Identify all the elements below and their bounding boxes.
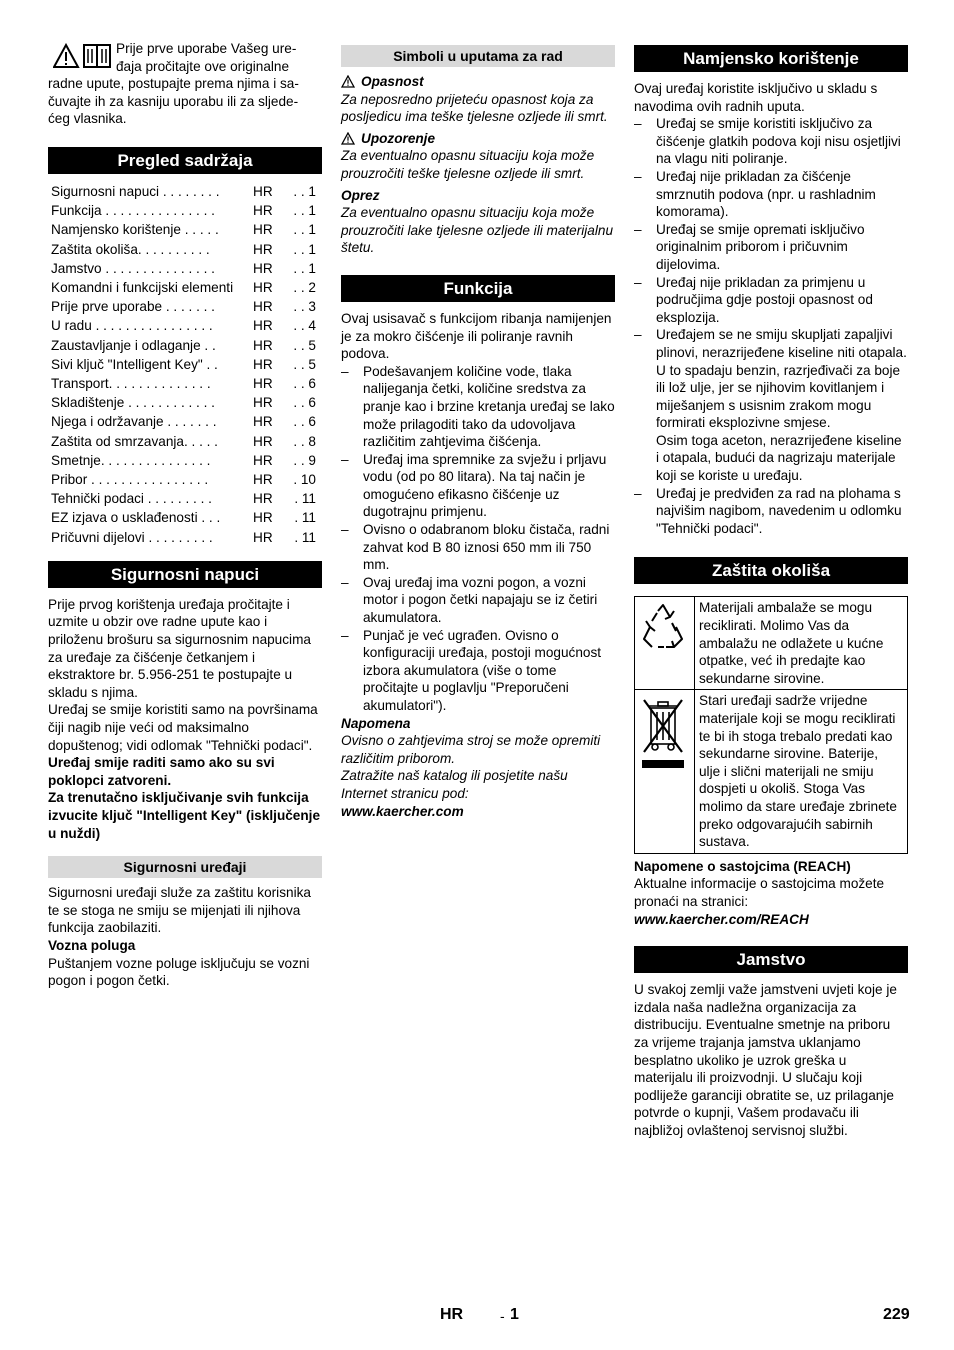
toc-entry-lang: HR: [253, 241, 273, 257]
toc-entry-page: . . 5: [293, 337, 316, 353]
toc-row[interactable]: [48, 201, 322, 220]
list-item: – Punjač je već ugrađen. Ovisno o konfiguraciji uređaja, postoji mogućnost izbora akumulatora (više o tome pročitajte u poglavlju "Preporučeni akumulatori").: [341, 627, 615, 715]
toc-entry-title: Zaštita okoliša. . . . . . . . . .: [51, 241, 210, 257]
toc-entry-title: Njega i održavanje . . . . . . .: [51, 414, 217, 430]
crossed-out-bin-icon: [638, 694, 688, 774]
safety-heading: Sigurnosni napuci: [48, 561, 322, 588]
toc-entry-page: . . 1: [293, 203, 316, 219]
note-text-2: Zatražite naš katalog ili posjetite našu Internet stranicu pod:: [341, 768, 568, 801]
toc-row[interactable]: [48, 412, 322, 431]
safety-devices-heading: Sigurnosni uređaji: [48, 856, 322, 878]
list-item: – Ovisno o odabranom bloku čistača, radni zahvat kod B 80 iznosi 650 mm ili 750 mm.: [341, 521, 615, 574]
toc-entry-title: Smetnje. . . . . . . . . . . . . . .: [51, 452, 211, 468]
warning-label: [341, 130, 615, 148]
toc-entry-lang: HR: [253, 337, 273, 353]
toc-row[interactable]: [48, 316, 322, 335]
toc-entry-title: Prije prve uporabe . . . . . . .: [51, 299, 215, 315]
toc-entry-page: . . 2: [293, 280, 316, 296]
toc-row[interactable]: [48, 374, 322, 393]
intro-line-1: Prije prve uporabe Vašeg ure-: [116, 41, 297, 56]
warranty-heading: Jamstvo: [634, 946, 908, 973]
toc-entry-page: . . 3: [293, 299, 316, 315]
intended-use-heading: Namjensko korištenje: [634, 45, 908, 72]
toc-entry-title: Zaštita od smrzavanja. . . . .: [51, 433, 218, 449]
environment-heading: Zaštita okoliša: [634, 557, 908, 584]
toc-entry-lang: HR: [253, 222, 273, 238]
environment-table: [634, 596, 908, 853]
footer-page-local: 1: [510, 1306, 519, 1323]
toc-entry-title: Zaustavljanje i odlaganje . .: [51, 337, 216, 353]
list-item: – Uređajem se ne smiju skupljati zapaljivi plinovi, nerazrijeđene kiseline niti otapala.: [634, 326, 908, 361]
safety-paragraph-1: Prije prvog korištenja uređaja pročitajte i uzmite u obzir ove radne upute kao i priloženu brošuru sa sigurnosnim napucima za uređaje za čišćenje četkanjem i ekstraktore br. 5.956-251 te postupajte u skladu s njima.: [48, 596, 311, 700]
recycling-text: Materijali ambalaže se mogu reciklirati. Molimo Vas da ambalažu ne odlažete u kućne otpatke, već ih predajte kao sekundarne sirovine.: [695, 597, 908, 690]
toc-entry-title: Pribor . . . . . . . . . . . . . . . .: [51, 472, 209, 488]
toc-entry-title: Sigurnosni napuci . . . . . . . .: [51, 184, 220, 199]
function-heading: Funkcija: [341, 275, 615, 302]
list-item: – Uređaj nije prikladan za čišćenje smrznutih podova (npr. u rashladnim komorama).: [634, 168, 908, 221]
intended-use-extra-2: Osim toga aceton, nerazrijeđene kiseline i otapala, budući da nagrizaju materijale koji se koriste u uređaju.: [656, 432, 902, 484]
toc-entry-title: Funkcija . . . . . . . . . . . . . . .: [51, 203, 215, 219]
toc-row[interactable]: [48, 470, 322, 489]
caution-text: Za eventualno opasnu situaciju koja može prouzročiti lake tjelesne ozljede ili materijalnu štetu.: [341, 205, 614, 256]
toc-entry-page: . . 1: [293, 241, 316, 257]
toc-row[interactable]: [48, 220, 322, 239]
website-link[interactable]: www.kaercher.com: [341, 803, 464, 819]
warranty-text: U svakoj zemlji važe jamstveni uvjeti koje je izdala naša nadležna organizacija za distribuciju. Eventualne smetnje na priboru za vrijeme trajanja jamstva uklanjamo besplatno ukoliko je uzrok greška u materijalu ili proizvodnji. U slučaju koji podliježe garanciji obratite se, uz prilaganje potvrde o kupnji, Vašem prodavaču ili najbližoj ovlaštenoj servisnoj službi.: [634, 982, 897, 1138]
toc-entry-page: . . 1: [293, 222, 316, 238]
reach-link[interactable]: www.kaercher.com/REACH: [634, 911, 809, 927]
list-item: – Uređaj se smije koristiti isključivo za čišćenje glatkih podova koji nisu osjetljivi na vlagu niti poliranje.: [634, 115, 908, 168]
toc-row[interactable]: [48, 297, 322, 316]
table-of-contents: [48, 182, 322, 547]
intro-line-4: čuvajte ih za kasniju uporabu ili za sljede-: [48, 93, 299, 109]
warning-text: Za eventualno opasnu situaciju koja može prouzročiti teške tjelesne ozljede ili smrt.: [341, 148, 595, 181]
list-item: – Uređaj ima spremnike za svježu i prljavu vodu (od po 80 litara). Na taj način je omogućeno efikasno čišćenje uz dugotrajnu primjenu.: [341, 451, 615, 521]
footer-language: HR: [440, 1306, 464, 1323]
table-row: [635, 597, 908, 690]
list-item: – Uređaj se smije opremati isključivo originalnim priborom i pričuvnim dijelovima.: [634, 221, 908, 274]
list-item: – Uređaj nije prikladan za primjenu u područjima gdje postoji opasnost od eksplozija.: [634, 274, 908, 327]
toc-entry-title: Pričuvni dijelovi . . . . . . . . .: [51, 529, 213, 545]
drive-lever-heading: Vozna poluga: [48, 937, 136, 953]
toc-entry-page: . . 9: [293, 452, 316, 468]
old-devices-text: Stari uređaji sadrže vrijedne materijale koji se mogu reciklirati te bi ih stoga trebalo predati kao sekundarne sirovine. Baterije, ulje i slični materijali ne smiju dospjeti u okoliš. Stoga Vas molimo da stare uređaje zbrinete preko odgovarajućih sabirnih sustava.: [695, 690, 908, 853]
toc-entry-lang: HR: [253, 184, 273, 199]
toc-entry-page: . . 1: [293, 184, 316, 199]
toc-entry-page: . . 6: [293, 414, 316, 430]
toc-row[interactable]: [48, 259, 322, 278]
note-text-1: Ovisno o zahtjevima stroj se može opremiti različitim priborom.: [341, 733, 601, 766]
footer-separator: -: [500, 1308, 505, 1324]
function-intro: Ovaj usisavač s funkcijom ribanja namijenjen je za mokro čišćenje ili poliranje ravnih podova.: [341, 310, 612, 362]
toc-entry-lang: HR: [253, 529, 273, 545]
toc-entry-page: . . 6: [293, 395, 316, 411]
toc-heading: Pregled sadržaja: [48, 147, 322, 174]
warning-label-text: Upozorenje: [361, 130, 436, 146]
reach-heading: Napomene o sastojcima (REACH): [634, 858, 851, 874]
intro-line-5: ćeg vlasnika.: [48, 111, 127, 127]
toc-row[interactable]: [48, 528, 322, 547]
reach-text: Aktualne informacije o sastojcima možete pronaći na stranici:: [634, 876, 885, 909]
column-right: [634, 45, 908, 1139]
toc-entry-title: Namjensko korištenje . . . . .: [51, 222, 219, 238]
danger-text: Za neposredno prijeteću opasnost koja za posljedicu ima teške tjelesne ozljede ili smrt.: [341, 91, 608, 125]
toc-entry-lang: HR: [253, 491, 273, 507]
toc-entry-lang: HR: [253, 299, 273, 315]
bin-cell: [635, 690, 695, 853]
toc-row[interactable]: [48, 393, 322, 412]
toc-row[interactable]: [48, 489, 322, 508]
note-label: Napomena: [341, 715, 411, 731]
toc-row[interactable]: [48, 240, 322, 259]
toc-entry-page: . 11: [294, 510, 316, 526]
safety-devices-paragraph: Sigurnosni uređaji služe za zaštitu korisnika te se stoga ne smiju se mijenjati ili njihova funkcija zaobilaziti.: [48, 885, 311, 936]
toc-entry-page: . . 5: [293, 356, 316, 372]
column-middle: [341, 45, 615, 820]
toc-row[interactable]: [48, 432, 322, 451]
list-item: – Ovaj uređaj ima vozni pogon, a vozni motor i pogon četki napajaju se iz četiri akumulatora.: [341, 574, 615, 627]
toc-entry-lang: HR: [253, 318, 273, 334]
toc-entry-page: . . 1: [293, 260, 316, 276]
symbols-heading: Simboli u uputama za rad: [341, 45, 615, 67]
toc-entry-title: Skladištenje . . . . . . . . . . . .: [51, 395, 215, 411]
toc-entry-lang: HR: [253, 395, 273, 411]
toc-entry-lang: HR: [253, 433, 273, 449]
danger-label-text: Opasnost: [361, 74, 424, 89]
toc-entry-title: Jamstvo . . . . . . . . . . . . . . .: [51, 260, 215, 276]
toc-row[interactable]: [48, 182, 322, 201]
function-list: [341, 363, 615, 715]
toc-row[interactable]: [48, 336, 322, 355]
toc-entry-page: . 11: [294, 529, 316, 545]
toc-entry-lang: HR: [253, 280, 273, 296]
intro-block: [48, 40, 322, 130]
recycling-cell: [635, 597, 695, 690]
intro-line-3: radne upute, postupajte prema njima i sa-: [48, 76, 299, 92]
toc-entry-title: EZ izjava o usklađenosti . . .: [51, 510, 221, 526]
safety-paragraph-2: Uređaj se smije koristiti samo na površinama čiji nagib nije veći od maksimalno dopuštenog; vidi odlomak "Tehnički podaci".: [48, 702, 318, 753]
toc-entry-title: Sivi ključ "Intelligent Key" . .: [51, 356, 218, 372]
warning-triangle-icon: [341, 75, 355, 88]
caution-label: Oprez: [341, 187, 380, 203]
toc-entry-page: . . 4: [293, 318, 316, 334]
toc-entry-lang: HR: [253, 356, 273, 372]
toc-entry-page: . . 8: [293, 433, 316, 449]
intended-use-extra-1: U to spadaju benzin, razrjeđivači za boje ili lož ulje, jer se njihovim kovitlanjem i miješanjem s usisnim zrakom mogu formirati eksplozivne smjese.: [656, 362, 901, 431]
intro-line-2: đaja pročitajte ove originalne: [116, 58, 290, 74]
toc-entry-lang: HR: [253, 452, 273, 468]
toc-entry-lang: HR: [253, 414, 273, 430]
warning-and-manual-icon: [53, 43, 113, 69]
toc-entry-title: U radu . . . . . . . . . . . . . . . .: [51, 318, 213, 334]
toc-entry-lang: HR: [253, 510, 273, 526]
toc-entry-page: . 10: [293, 472, 316, 488]
toc-entry-page: . . 6: [293, 376, 316, 392]
warning-triangle-icon: [341, 132, 355, 145]
table-row: [635, 690, 908, 853]
list-item: – Podešavanjem količine vode, tlaka nalijeganja četki, količine sredstva za pranje kao i brzine kretanja uređaj se lako može prilagoditi tako da udovoljava različitim zahtjevima čišćenja.: [341, 363, 615, 451]
toc-entry-lang: HR: [253, 203, 273, 219]
toc-row[interactable]: [48, 451, 322, 470]
danger-label: [341, 73, 615, 91]
toc-entry-lang: HR: [253, 376, 273, 392]
safety-paragraph-4: Za trenutačno isključivanje svih funkcija izvucite ključ "Intelligent Key" (isključenje u nuždi): [48, 790, 321, 841]
footer-page-number: 229: [883, 1306, 910, 1323]
toc-row[interactable]: [48, 508, 322, 527]
column-left: [48, 40, 322, 990]
intended-use-intro: Ovaj uređaj koristite isključivo u skladu s navodima ovih radnih uputa.: [634, 81, 878, 114]
toc-entry-title: Transport. . . . . . . . . . . . . .: [51, 376, 211, 392]
toc-row[interactable]: [48, 355, 322, 374]
toc-entry-page: . 11: [294, 491, 316, 507]
drive-lever-paragraph: Puštanjem vozne poluge isključuju se vozni pogon i pogon četki.: [48, 955, 310, 989]
toc-entry-lang: HR: [253, 260, 273, 276]
list-item: – Uređaj je predviđen za rad na plohama s najvišim nagibom, navedenim u odlomku "Tehnički podaci".: [634, 485, 908, 538]
safety-paragraph-3: Uređaj smije raditi samo ako su svi poklopci zatvoreni.: [48, 755, 275, 788]
toc-entry-title: Tehnički podaci . . . . . . . . .: [51, 491, 212, 507]
toc-row[interactable]: [48, 278, 322, 297]
toc-entry-lang: HR: [253, 472, 273, 488]
toc-entry-title: Komandni i funkcijski elementi: [51, 280, 234, 296]
recycling-icon: [638, 601, 688, 657]
